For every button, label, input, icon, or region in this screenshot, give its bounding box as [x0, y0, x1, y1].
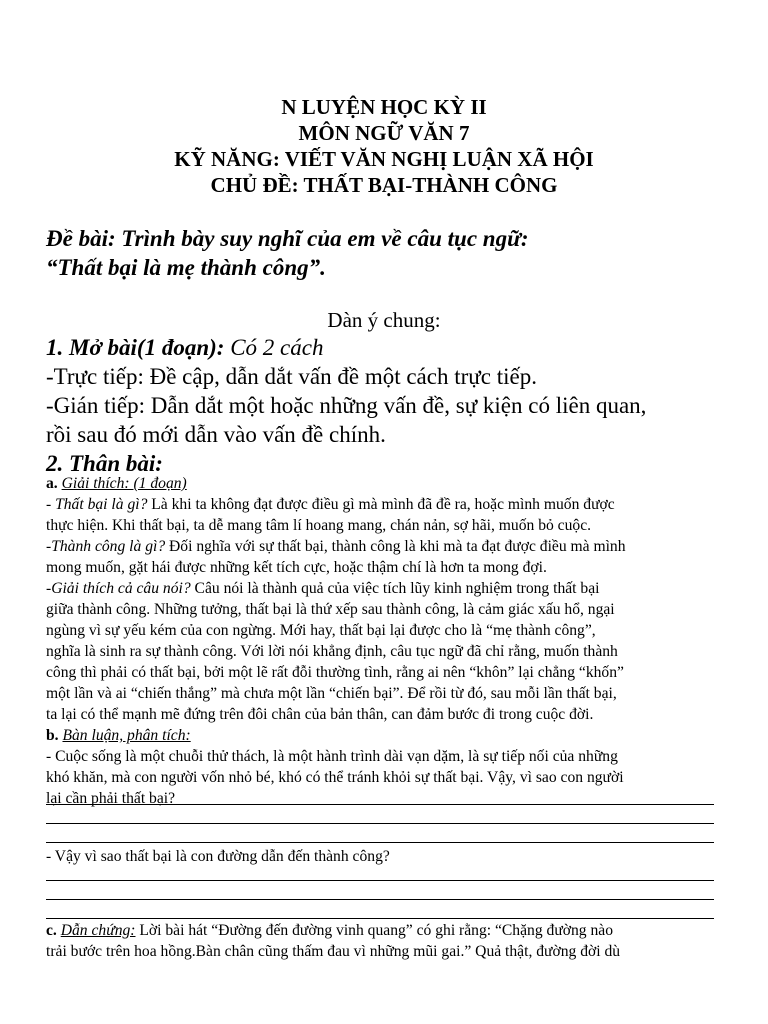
q3-text-4: nghĩa là sinh ra sự thành công. Với lời nói khẳng định, câu tục ngữ đã chỉ rằng, muốn thành [46, 643, 618, 660]
section-c-prefix: c. [46, 922, 61, 939]
q3-text-3: ngùng vì sự yếu kém của con ngừng. Mới hay, thất bại lại được cho là “mẹ thành công”, [46, 622, 596, 639]
intro-direct: -Trực tiếp: Đề cập, dẫn dắt vấn đề một cách trực tiếp. [46, 364, 537, 389]
header-line-2: MÔN NGỮ VĂN 7 [298, 121, 470, 145]
section-b-label: Bàn luận, phân tích: [62, 727, 191, 744]
section-b-prefix: b. [46, 727, 63, 744]
section-c-text-1: Lời bài hát “Đường đến đường vinh quang” có ghi rằng: “Chặng đường nào [135, 922, 614, 939]
header-line-4: CHỦ ĐỀ: THẤT BẠI-THÀNH CÔNG [210, 173, 558, 197]
q3-text-6: một lần và ai “chiến thắng” mà chưa một lần “chiến bại”. Để rồi từ đó, sau mỗi lần thất bại, [46, 685, 617, 702]
topic-line-1: Đề bài: Trình bày suy nghĩ của em về câu tục ngữ: [46, 226, 529, 251]
q3-text-2: giữa thành công. Những tưởng, thất bại là thứ xếp sau thành công, là cảm giác xấu hổ, ngại [46, 601, 615, 618]
answer-line [46, 918, 714, 919]
q1-text-2: thực hiện. Khi thất bại, ta dễ mang tâm lí hoang mang, chán nản, sợ hãi, muốn bỏ cuộc. [46, 517, 592, 534]
outline-title: Dàn ý chung: [327, 308, 441, 332]
answer-line [46, 880, 714, 881]
body-heading: 2. Thân bài: [46, 451, 163, 476]
section-a-prefix: a. [46, 475, 62, 492]
q3-text-7: ta lại có thể mạnh mẽ đứng trên đôi chân của bản thân, can đảm bước đi trong cuộc đời. [46, 706, 594, 723]
section-b-text-2: khó khăn, mà con người vốn nhỏ bé, khó có thể tránh khỏi sự thất bại. Vậy, vì sao con người [46, 769, 624, 786]
section-b-question-2: - Vậy vì sao thất bại là con đường dẫn đến thành công? [46, 848, 390, 865]
intro-heading-label: 1. Mở bài(1 đoạn): [46, 335, 225, 360]
answer-line [46, 899, 714, 900]
answer-line [46, 804, 714, 805]
section-b-text-3: lại cần phải thất bại? [46, 790, 176, 807]
section-c [46, 920, 722, 962]
header-line-3: KỸ NĂNG: VIẾT VĂN NGHỊ LUẬN XÃ HỘI [174, 147, 594, 171]
answer-line [46, 823, 714, 824]
q3-label: -Giải thích cả câu nói? [46, 580, 191, 597]
section-b-text-1: - Cuộc sống là một chuỗi thử thách, là một hành trình dài vạn dặm, là sự tiếp nối của những [46, 748, 618, 765]
intro-heading [46, 333, 323, 362]
intro-heading-rest: Có 2 cách [224, 335, 324, 360]
section-c-text-2: trải bước trên hoa hồng.Bàn chân cũng thấm đau vì những mũi gai.” Quả thật, đường đời dù [46, 943, 621, 960]
section-a-label: Giải thích: (1 đoạn) [61, 475, 187, 492]
q3-text-1: Câu nói là thành quả của việc tích lũy kinh nghiệm trong thất bại [190, 580, 600, 597]
header-line-1: N LUYỆN HỌC KỲ II [281, 95, 487, 119]
section-a [46, 473, 722, 809]
answer-line [46, 842, 714, 843]
intro-indirect-2: rồi sau đó mới dẫn vào vấn đề chính. [46, 422, 386, 447]
q3-text-5: công thì phải có thất bại, bởi một lẽ rất đỗi thường tình, rằng ai nên “khôn” lại chẳng “khốn” [46, 664, 624, 681]
intro-indirect-1: -Gián tiếp: Dẫn dắt một hoặc những vấn đề, sự kiện có liên quan, [46, 393, 647, 418]
q2-text-1: Đối nghĩa với sự thất bại, thành công là khi mà ta đạt được điều mà mình [165, 538, 626, 555]
q2-text-2: mong muốn, gặt hái được những kết tích cực, hoặc thậm chí là hơn ta mong đợi. [46, 559, 547, 576]
q2-label: -Thành công là gì? [46, 538, 166, 555]
q1-text-1: Là khi ta không đạt được điều gì mà mình đã đề ra, hoặc mình muốn được [147, 496, 615, 513]
topic-line-2: “Thất bại là mẹ thành công”. [46, 255, 326, 280]
section-c-label: Dẫn chứng: [60, 922, 136, 939]
q1-label: - Thất bại là gì? [46, 496, 148, 513]
